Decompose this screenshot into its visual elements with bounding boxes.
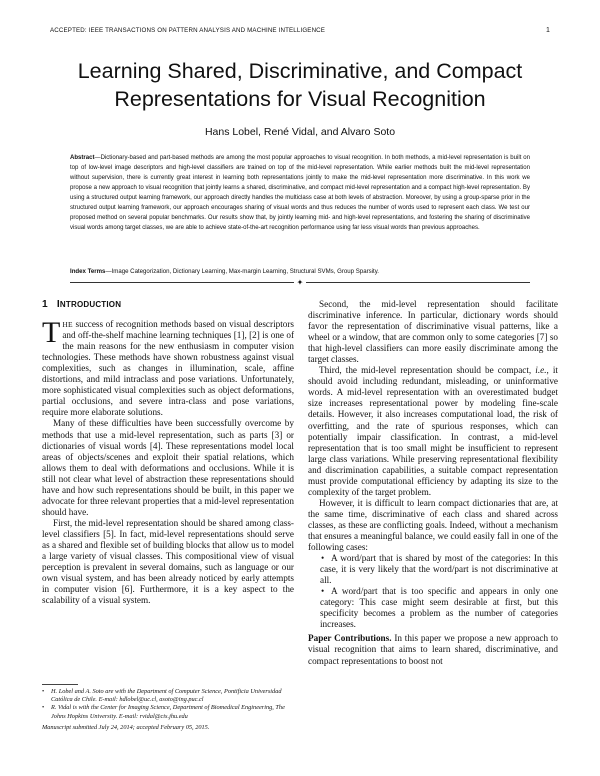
manuscript-note: Manuscript submitted July 24, 2014; accepted February 05, 2015. (42, 723, 210, 731)
index-terms-text: —Image Categorization, Dictionary Learning, Max-margin Learning, Structural SVMs, Group Sparsity. (105, 268, 379, 275)
bullet-item: • A word/part that is shared by most of the categories: In this case, it is very likely that the word/part is not discriminative at all. (308, 553, 558, 586)
paper-authors: Hans Lobel, René Vidal, and Alvaro Soto (204, 126, 396, 138)
abstract (70, 153, 530, 233)
index-terms-label: Index Terms (70, 268, 106, 275)
footnote: • R. Vidal is with the Center for Imaging Science, Department of Biomedical Engineering, The Johns Hopkins University. E-mail: rvidal@cis.jhu.edu (42, 704, 294, 720)
bullet-item: • A word/part that is too specific and appears in only one category: This case might seem desirable at first, but this specificity becomes a problem as the number of categories increases. (308, 586, 558, 630)
paragraph: However, it is difficult to learn compact dictionaries that are, at the same time, discriminative of each class and shared across classes, as these are conflicting goals. Indeed, without a mechanism that ensures a meaningful balance, we could easily fall in one of the following cases: (308, 497, 558, 553)
right-column (308, 299, 558, 667)
section-number: 1 (42, 299, 48, 310)
paragraph: Many of these difficulties have been successfully overcome by methods that use a mid-level representation, such as parts [3] or dictionaries of visual words [4]. These representations model local areas of objects/scenes and exploit their spatial relations, which allows them to deal with deformations and occlusions. While it is still not clear what level of abstraction these representations should have and how such representations should be built, in this paper we advocate for three relevant properties that a mid-level representation should have. (42, 418, 294, 517)
footnotes (42, 688, 294, 732)
paragraph: First, the mid-level representation should be shared among class-level classifiers [5]. In fact, mid-level representations should serve as a shared and flexible set of building blocks that allow us to model a large variety of visual classes. This compositional view of visual perception is prevalent in several domains, such as language or our own visual system, and has been already noticed by early attempts in computer vision [6]. Furthermore, it is a key aspect to the scalability of a visual system. (42, 517, 294, 606)
journal-name: ACCEPTED: IEEE TRANSACTIONS ON PATTERN ANALYSIS AND MACHINE INTELLIGENCE (50, 27, 326, 34)
page-number: 1 (545, 27, 550, 34)
paper-title: Learning Shared, Discriminative, and Compact Representations for Visual Recognition (77, 59, 523, 111)
footnote-rule (42, 684, 78, 685)
divider-ornament: ✦ (0, 278, 600, 287)
paragraph: Third, the mid-level representation should be compact, i.e., it should avoid including redundant, misleading, or uninformative words. A mid-level representation with an overestimated budget size increases representational power by modeling fine-scale details. However, it also increases computational load, the risk of overfitting, and the rate of spurious responses, which can potentially impair classification. In contrast, a mid-level representation that is too small might be insufficient to represent large class variations. While preserving representational flexibility and discrimination capabilities, a suitable compact representation must provide computational efficiency by adapting its size to the complexity of the target problem. (308, 365, 558, 497)
section-heading (42, 299, 294, 310)
paragraph-intro: THE success of recognition methods based on visual descriptors and off-the-shelf machine learning techniques [1], [2] is one of the main reasons for the new enthusiasm in computer vision technologies. These methods have shown robustness against visual complexities, such as changes in illumination, scale, affine distortions, and mild intraclass and pose variations. Unfortunately, more sophisticated visual complexities such as object deformations, partial occlusions, and severe intra-class and pose variations, require more elaborate solutions. (42, 316, 294, 418)
contributions-label: Paper Contributions. (308, 633, 392, 644)
running-head (50, 27, 550, 34)
section-title-initial: I (56, 299, 60, 310)
footnote: • H. Lobel and A. Soto are with the Department of Computer Science, Pontificia Universidad Católica de Chile. E-mail: hdlobel@uc.cl, asoto@ing.puc.cl (42, 688, 294, 704)
opening-smallcaps: HE (62, 320, 73, 330)
drop-cap: T (42, 316, 61, 350)
paragraph: Second, the mid-level representation should facilitate discriminative inference. In particular, dictionary words should favor the representation of discriminative visual patterns, like a wheel or a window, that are common only to some categories [7] so that high-level classifiers can more easily discriminate among the target classes. (308, 299, 558, 365)
paragraph-contributions: Paper Contributions. In this paper we propose a new approach to visual recognition that aims to learn shared, discriminative, and compact representations to boost not (308, 633, 558, 666)
abstract-text: —Dictionary-based and part-based methods are among the most popular approaches to visual recognition. In both methods, a mid-level representation is built on top of low-level image descriptors and high-level classifiers are trained on top of the mid-level representation. While earlier methods built the mid-level representation without supervision, there is currently great interest in learning both representations jointly to make the mid-level representation more discriminative. In this work we propose a new approach to visual recognition that jointly learns a shared, discriminative, and compact mid-level representation and a compact high-level representation. By using a structured output learning framework, our approach directly handles the multiclass case at both levels of abstraction. Moreover, by using a group-sparse prior in the structured output learning framework, our approach encourages sharing of visual words and thus reduces the number of words used to represent each class. We test our proposed method on several popular benchmarks. Our results show that, by jointly learning mid- and high-level representations, and fostering the sharing of discriminative visual words among target classes, we are able to achieve state-of-the-art recognition performance using far less visual words than previous approaches. (70, 155, 530, 232)
index-terms (70, 267, 530, 276)
abstract-label: Abstract (70, 155, 95, 161)
left-column (42, 299, 294, 606)
section-title-rest: NTRODUCTION (59, 300, 122, 309)
